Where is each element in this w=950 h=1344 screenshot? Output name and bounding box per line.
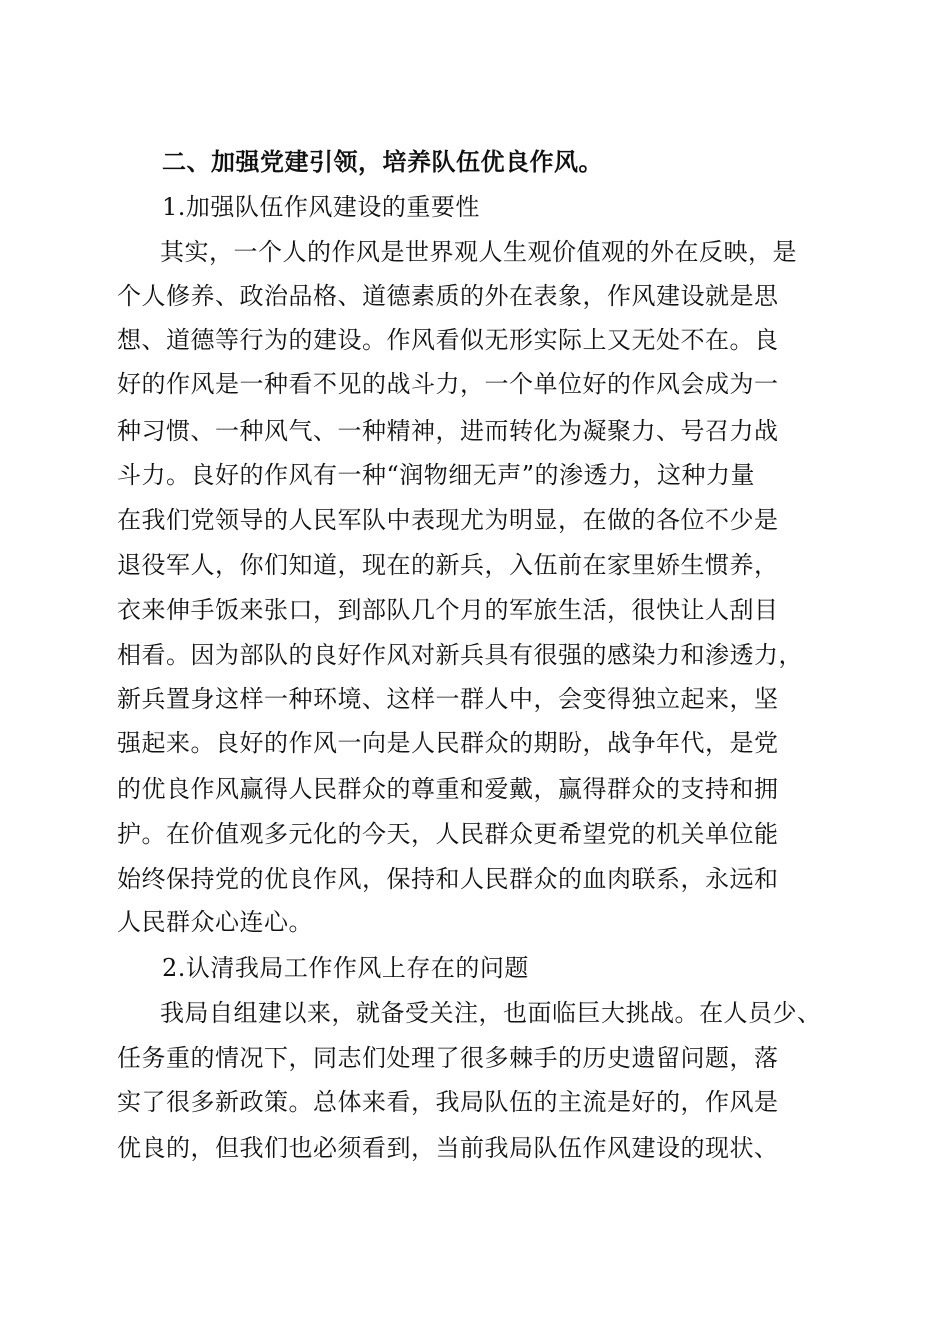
paragraph-1-line: 斗力。良好的作风有一种“润物细无声”的渗透力，这种力量 — [117, 461, 756, 489]
paragraph-1-line: 想、道德等行为的建设。作风看似无形实际上又无处不在。良 — [117, 326, 779, 354]
paragraph-1-line: 其实，一个人的作风是世界观人生观价值观的外在反映，是 — [160, 238, 797, 266]
paragraph-1-line: 种习惯、一种风气、一种精神，进而转化为凝聚力、号召力战 — [117, 417, 779, 445]
paragraph-2-line: 优良的，但我们也必须看到，当前我局队伍作风建设的现状、 — [117, 1134, 779, 1162]
paragraph-1-line: 相看。因为部队的良好作风对新兵具有很强的感染力和渗透力， — [117, 641, 803, 669]
paragraph-1-line: 人民群众心连心。 — [117, 908, 313, 936]
paragraph-1-line: 个人修养、政治品格、道德素质的外在表象，作风建设就是思 — [117, 282, 779, 310]
paragraph-1-line: 的优良作风赢得人民群众的尊重和爱戴，赢得群众的支持和拥 — [117, 775, 779, 803]
subheading-importance: 1.加强队伍作风建设的重要性 — [162, 193, 480, 221]
paragraph-1-line: 衣来伸手饭来张口，到部队几个月的军旅生活，很快让人刮目 — [117, 596, 779, 624]
paragraph-1-line: 始终保持党的优良作风，保持和人民群众的血肉联系，永远和 — [117, 865, 779, 893]
paragraph-1-line: 退役军人，你们知道，现在的新兵，入伍前在家里娇生惯养， — [117, 551, 779, 579]
section-heading: 二、加强党建引领，培养队伍优良作风。 — [162, 147, 603, 176]
paragraph-1-line: 护。在价值观多元化的今天，人民群众更希望党的机关单位能 — [117, 820, 779, 848]
paragraph-1-line: 好的作风是一种看不见的战斗力，一个单位好的作风会成为一 — [117, 370, 779, 398]
paragraph-2-line: 我局自组建以来，就备受关注，也面临巨大挑战。在人员少、 — [160, 999, 822, 1027]
subheading-problems: 2.认清我局工作作风上存在的问题 — [162, 954, 529, 982]
paragraph-1-line: 在我们党领导的人民军队中表现尤为明显，在做的各位不少是 — [117, 506, 779, 534]
paragraph-2-line: 实了很多新政策。总体来看，我局队伍的主流是好的，作风是 — [117, 1088, 779, 1116]
paragraph-2-line: 任务重的情况下，同志们处理了很多棘手的历史遗留问题，落 — [117, 1044, 779, 1072]
paragraph-1-line: 强起来。良好的作风一向是人民群众的期盼，战争年代，是党 — [117, 729, 779, 757]
paragraph-1-line: 新兵置身这样一种环境、这样一群人中，会变得独立起来，坚 — [117, 685, 779, 713]
